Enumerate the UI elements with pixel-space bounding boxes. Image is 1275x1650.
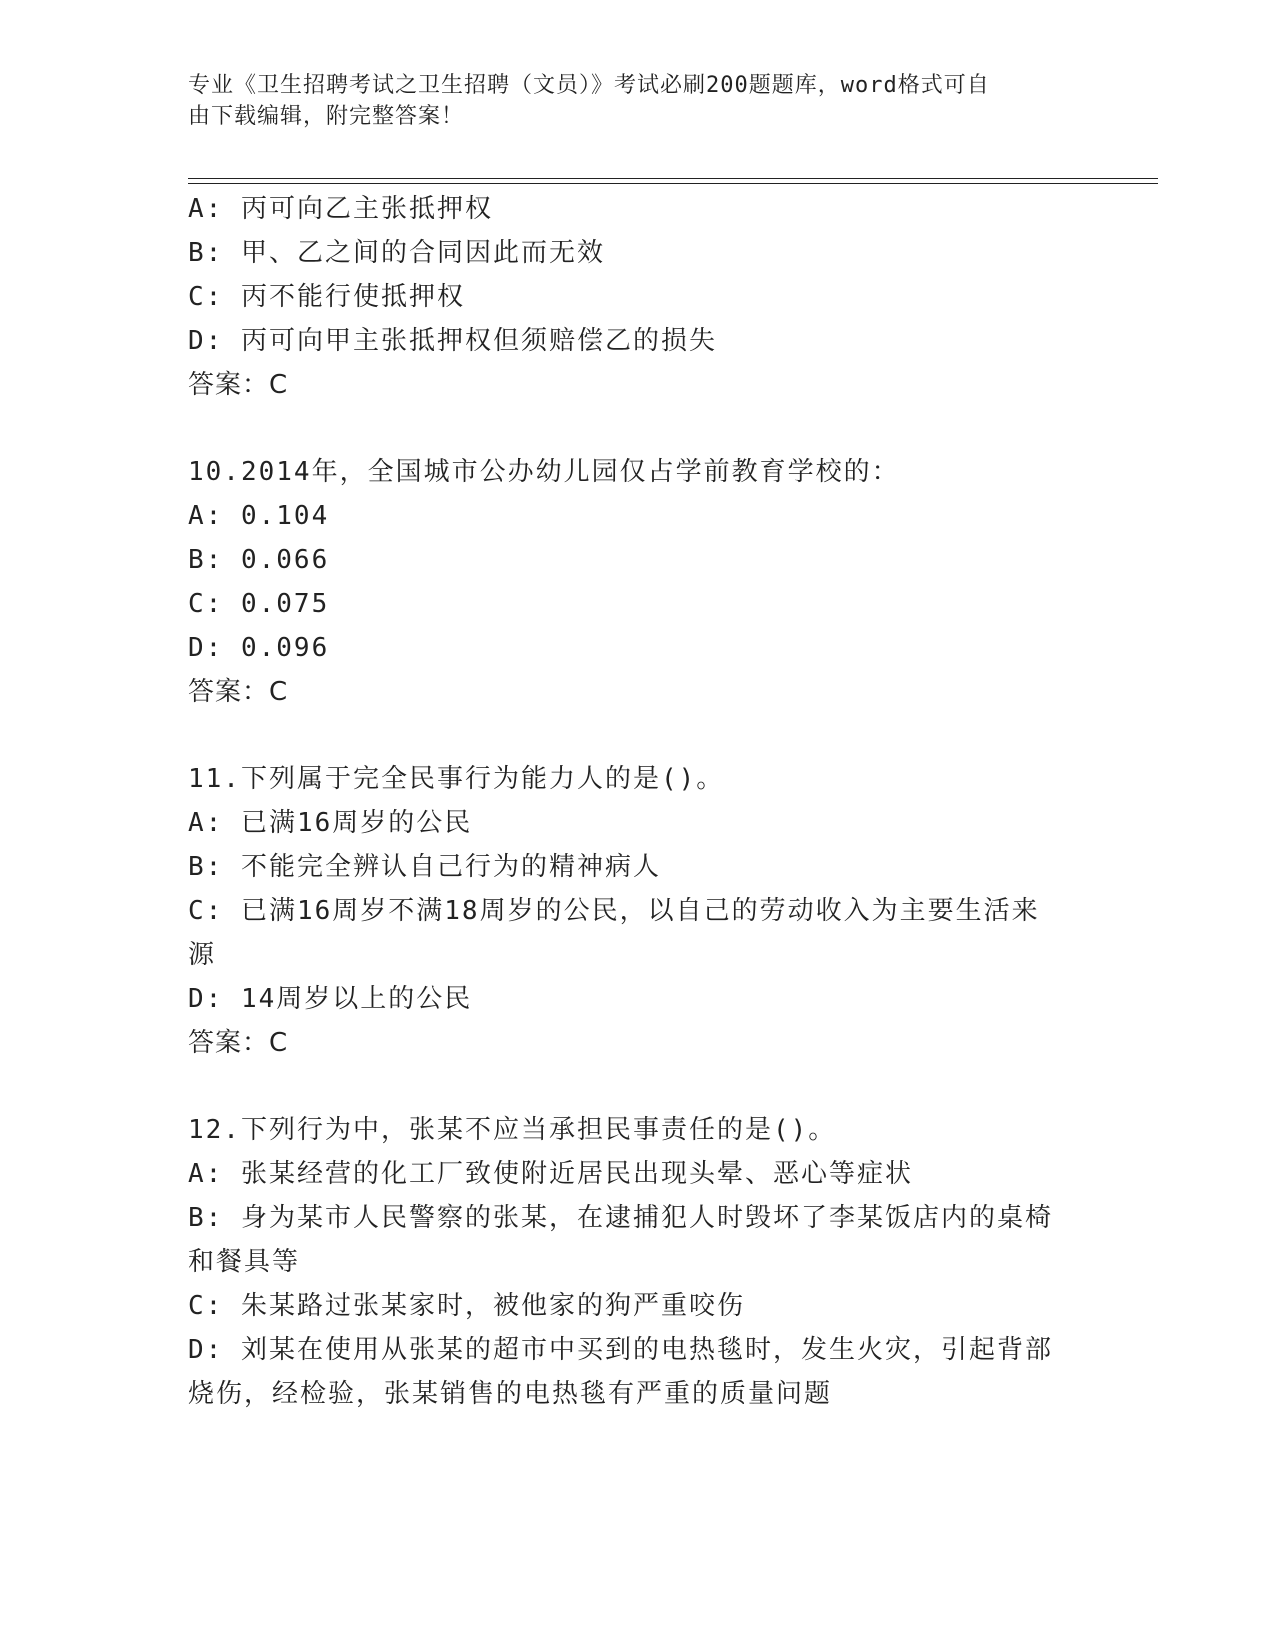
- header-divider-bottom: [188, 183, 1158, 184]
- q12-option-d-line-2: 烧伤，经检验，张某销售的电热毯有严重的质量问题: [188, 1379, 833, 1409]
- q9-option-c: C: 丙不能行使抵押权: [188, 282, 465, 312]
- q11-answer: 答案：C: [188, 1028, 289, 1058]
- q10-question: 10.2014年，全国城市公办幼儿园仅占学前教育学校的：: [188, 457, 900, 487]
- q10-option-d: D: 0.096: [188, 633, 330, 663]
- q11-option-c-line-2: 源: [188, 940, 217, 970]
- q12-option-c: C: 朱某路过张某家时，被他家的狗严重咬伤: [188, 1291, 745, 1321]
- header-divider-top: [188, 178, 1158, 179]
- q10-option-b: B: 0.066: [188, 545, 330, 575]
- q11-question: 11.下列属于完全民事行为能力人的是()。: [188, 764, 725, 794]
- q9-option-b: B: 甲、乙之间的合同因此而无效: [188, 238, 605, 268]
- q12-option-b-line-2: 和餐具等: [188, 1247, 301, 1277]
- q12-option-d-line-1: D: 刘某在使用从张某的超市中买到的电热毯时，发生火灾，引起背部: [188, 1335, 1053, 1365]
- q12-question: 12.下列行为中，张某不应当承担民事责任的是()。: [188, 1115, 837, 1145]
- q11-option-d: D: 14周岁以上的公民: [188, 984, 473, 1014]
- q11-option-c-line-1: C: 已满16周岁不满18周岁的公民，以自己的劳动收入为主要生活来: [188, 896, 1040, 926]
- document-header: [188, 70, 1068, 132]
- q9-option-d: D: 丙可向甲主张抵押权但须赔偿乙的损失: [188, 326, 717, 356]
- header-line-2: 由下载编辑，附完整答案！: [188, 104, 465, 129]
- q9-option-a: A: 丙可向乙主张抵押权: [188, 194, 493, 224]
- q11-option-a: A: 已满16周岁的公民: [188, 808, 473, 838]
- q10-option-c: C: 0.075: [188, 589, 330, 619]
- q10-answer: 答案：C: [188, 677, 289, 707]
- q12-option-a: A: 张某经营的化工厂致使附近居民出现头晕、恶心等症状: [188, 1159, 913, 1189]
- q9-answer: 答案：C: [188, 370, 289, 400]
- q12-option-b-line-1: B: 身为某市人民警察的张某，在逮捕犯人时毁坏了李某饭店内的桌椅: [188, 1203, 1053, 1233]
- q10-option-a: A: 0.104: [188, 501, 330, 531]
- header-line-1: 专业《卫生招聘考试之卫生招聘（文员）》考试必刷200题题库，word格式可自: [188, 73, 990, 98]
- q11-option-b: B: 不能完全辨认自己行为的精神病人: [188, 852, 661, 882]
